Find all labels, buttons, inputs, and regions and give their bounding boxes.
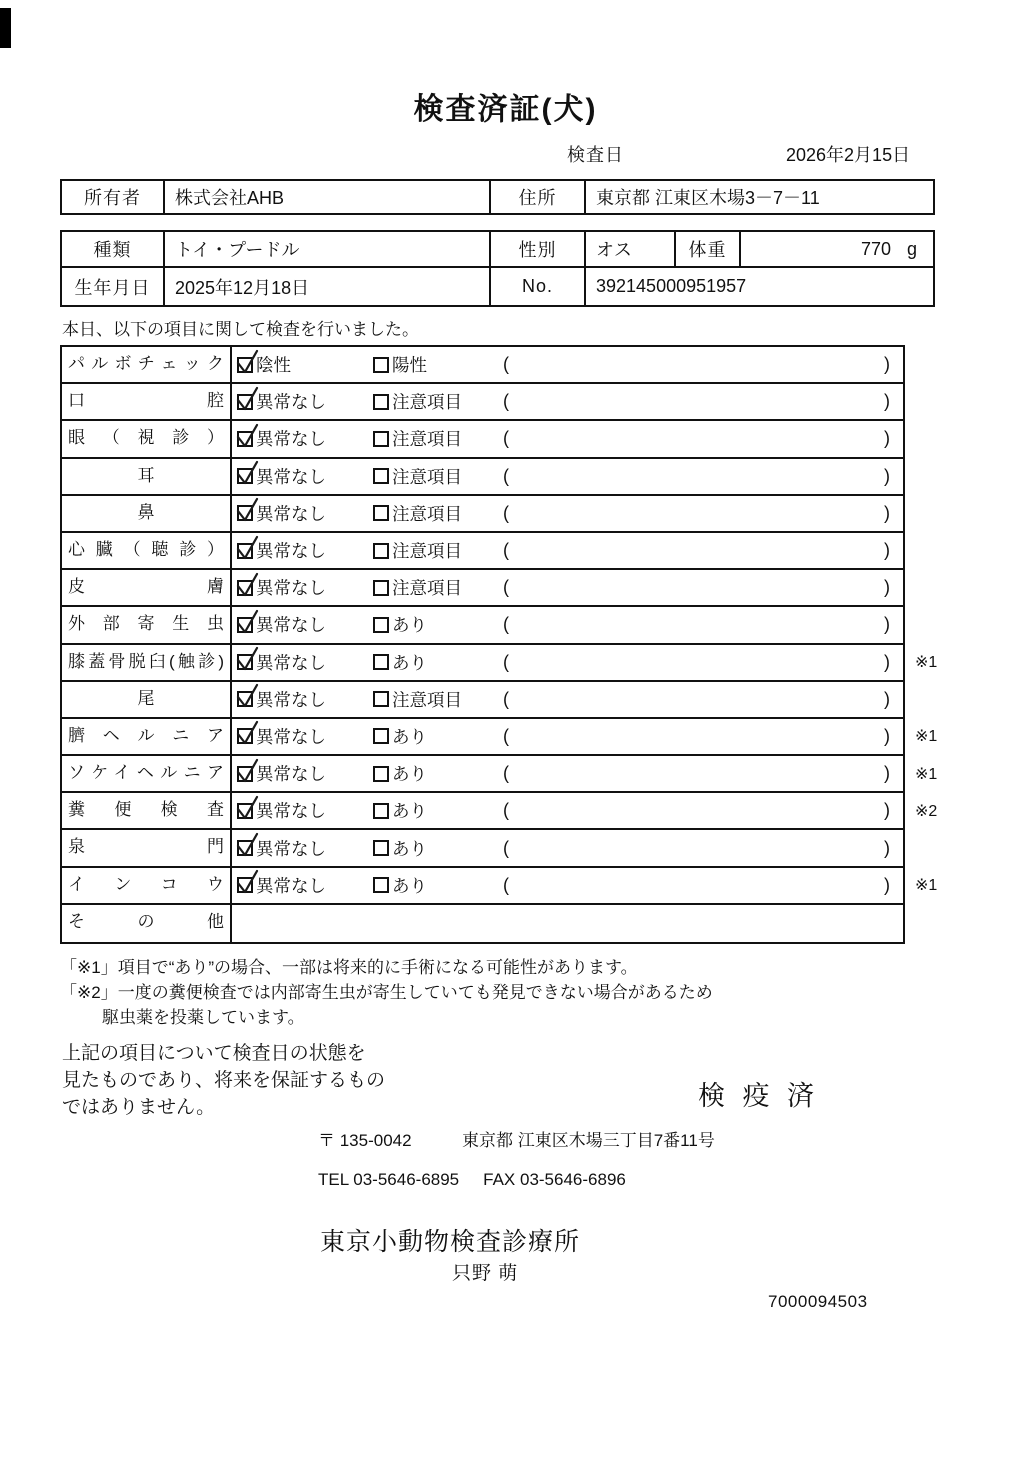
checkbox-secondary: [373, 877, 389, 893]
weight-value: [741, 232, 933, 266]
result-option-primary-label: 異常なし: [256, 801, 326, 822]
paren-open: (: [503, 428, 509, 449]
checkbox-primary: [237, 580, 253, 596]
inspection-item-label: 尾: [62, 682, 232, 717]
inspection-item-label: 膝蓋骨脱臼(触診): [62, 645, 232, 680]
result-option-secondary: [373, 650, 501, 675]
remarks-field: [501, 540, 903, 561]
result-option-secondary: [373, 687, 501, 712]
result-option-primary-label: 陰性: [256, 355, 291, 376]
handwritten-check-icon: [235, 423, 260, 450]
checkbox-secondary: [373, 840, 389, 856]
checkbox-secondary: [373, 357, 389, 373]
result-option-primary: [237, 501, 373, 526]
result-option-secondary-label: あり: [392, 726, 427, 747]
inspection-item-label: 心臓（聴診）: [62, 533, 232, 568]
paren-close: ): [884, 502, 890, 523]
result-option-primary: [237, 575, 373, 600]
remarks-field: [501, 577, 903, 598]
result-option-secondary-label: 注意項目: [392, 429, 462, 450]
remarks-field: [501, 391, 903, 412]
handwritten-check-icon: [235, 497, 260, 524]
id-number-label: No.: [491, 268, 586, 305]
birthdate-label: 生年月日: [62, 268, 165, 305]
paren-close: ): [884, 688, 890, 709]
result-option-primary: [237, 650, 373, 675]
handwritten-check-icon: [235, 832, 260, 859]
id-number-value: 392145000951957: [596, 276, 747, 296]
remarks-field: [501, 838, 903, 859]
inspection-table-row: [62, 533, 903, 570]
result-option-primary-label: 異常なし: [256, 615, 326, 636]
checkbox-secondary: [373, 691, 389, 707]
result-option-primary-label: 異常なし: [256, 726, 326, 747]
result-option-primary: [237, 352, 373, 377]
inspection-row-results: [232, 384, 903, 419]
inspection-table-row: [62, 645, 938, 682]
result-option-primary: [237, 724, 373, 749]
footnote-2: 「※2」一度の糞便検査では内部寄生虫が寄生していても発見できない場合があるため: [60, 983, 713, 1002]
result-option-primary-label: 異常なし: [256, 875, 326, 896]
handwritten-check-icon: [235, 609, 260, 636]
inspection-item-label: 泉門: [62, 830, 232, 865]
paren-close: ): [884, 651, 890, 672]
address-label: 住所: [491, 181, 586, 213]
result-option-secondary-label: あり: [392, 764, 427, 785]
paren-close: ): [884, 391, 890, 412]
inspection-table-row: [62, 682, 903, 719]
result-option-secondary-label: あり: [392, 801, 427, 822]
inspection-table-row: [62, 384, 903, 421]
handwritten-check-icon: [235, 572, 260, 599]
inspection-table-row: [62, 570, 903, 607]
result-option-primary: [237, 538, 373, 563]
disclaimer-line-3: ではありません。: [62, 1097, 216, 1118]
inspection-row-results: [232, 793, 903, 828]
remarks-field: [501, 614, 903, 635]
remarks-field: [501, 503, 903, 524]
inspection-table-row: [62, 905, 903, 942]
checkbox-secondary: [373, 580, 389, 596]
checkbox-primary: [237, 468, 253, 484]
checkbox-primary: [237, 543, 253, 559]
clinic-tel: TEL 03-5646-6895: [318, 1170, 460, 1189]
paren-close: ): [884, 428, 890, 449]
inspection-row-results: [232, 830, 903, 865]
result-option-secondary: [373, 798, 501, 823]
inspection-row-results: [232, 868, 903, 903]
inspection-item-label: 皮膚: [62, 570, 232, 605]
footnote-reference: ※1: [915, 654, 938, 672]
inspection-table-row: [62, 607, 903, 644]
result-option-secondary-label: 注意項目: [392, 541, 462, 562]
inspection-item-label: その他: [62, 905, 232, 942]
checkbox-primary: [237, 654, 253, 670]
inspection-row-results: [232, 682, 903, 717]
inspection-table-row: [62, 756, 938, 793]
paren-open: (: [503, 763, 509, 784]
pet-info-table: [60, 230, 935, 307]
checkbox-primary: [237, 766, 253, 782]
remarks-field: [501, 875, 903, 896]
checkbox-primary: [237, 505, 253, 521]
inspection-row-results: [232, 347, 903, 382]
inspection-item-label: 臍ヘルニア: [62, 719, 232, 754]
result-option-secondary: [373, 426, 501, 451]
paren-open: (: [503, 725, 509, 746]
result-option-primary: [237, 426, 373, 451]
handwritten-check-icon: [235, 683, 260, 710]
birthdate-row: [62, 266, 933, 305]
inspection-row-results: [232, 607, 903, 642]
inspection-row-results: [232, 570, 903, 605]
inspection-item-label: ソケイヘルニア: [62, 756, 232, 791]
paren-close: ): [884, 354, 890, 375]
footnote-2-continued: 駆虫薬を投薬しています。: [102, 1008, 305, 1027]
birthdate-value: 2025年12月18日: [165, 268, 491, 305]
result-option-secondary: [373, 575, 501, 600]
result-option-primary-label: 異常なし: [256, 689, 326, 710]
checkbox-primary: [237, 617, 253, 633]
paren-open: (: [503, 688, 509, 709]
footnote-1: 「※1」項目で“あり”の場合、一部は将来的に手術になる可能性があります。: [60, 958, 638, 977]
paren-open: (: [503, 502, 509, 523]
paren-open: (: [503, 651, 509, 672]
paren-open: (: [503, 391, 509, 412]
inspection-table-row: [62, 347, 903, 384]
inspection-row-results: [232, 719, 903, 754]
remarks-field: [501, 428, 903, 449]
result-option-secondary: [373, 464, 501, 489]
paren-open: (: [503, 874, 509, 895]
sex-label: 性別: [491, 232, 586, 266]
handwritten-check-icon: [235, 535, 260, 562]
paren-open: (: [503, 614, 509, 635]
result-option-secondary: [373, 724, 501, 749]
result-option-primary: [237, 761, 373, 786]
inspection-table-row: [62, 459, 903, 496]
paren-close: ): [884, 763, 890, 784]
result-option-primary-label: 異常なし: [256, 392, 326, 413]
owner-value: 株式会社AHB: [165, 181, 491, 213]
species-label: 種類: [62, 232, 165, 266]
disclaimer-line-2: 見たものであり、将来を保証するもの: [62, 1070, 386, 1091]
inspection-row-results: [232, 533, 903, 568]
paren-close: ): [884, 577, 890, 598]
inspection-row-results: [232, 421, 903, 456]
remarks-field: [501, 466, 903, 487]
footnote-reference: ※1: [915, 765, 938, 783]
inspection-item-label: インコウ: [62, 868, 232, 903]
inspection-item-label: 鼻: [62, 496, 232, 531]
result-option-primary: [237, 836, 373, 861]
checkbox-primary: [237, 431, 253, 447]
paren-open: (: [503, 540, 509, 561]
disclaimer-text: [62, 1040, 385, 1121]
result-option-primary: [237, 464, 373, 489]
inspection-item-label: 眼（視診）: [62, 421, 232, 456]
paren-close: ): [884, 725, 890, 746]
paren-close: ): [884, 837, 890, 858]
result-option-primary-label: 異常なし: [256, 764, 326, 785]
remarks-field: [501, 800, 903, 821]
result-option-primary: [237, 612, 373, 637]
inspection-item-label: 口腔: [62, 384, 232, 419]
paren-open: (: [503, 354, 509, 375]
checkbox-secondary: [373, 728, 389, 744]
document-title: 検査済証(犬): [413, 93, 598, 126]
scan-artifact: [0, 8, 11, 48]
serial-number: 7000094503: [768, 1292, 868, 1311]
checkbox-secondary: [373, 803, 389, 819]
checkbox-secondary: [373, 468, 389, 484]
checkbox-secondary: [373, 431, 389, 447]
inspection-table: [60, 345, 938, 944]
result-option-secondary: [373, 538, 501, 563]
species-value: トイ・プードル: [165, 232, 491, 266]
result-option-secondary-label: 注意項目: [392, 503, 462, 524]
result-option-secondary: [373, 389, 501, 414]
remarks-field: [501, 354, 903, 375]
result-option-primary: [237, 873, 373, 898]
footnote-reference: ※1: [915, 728, 938, 746]
inspection-table-row: [62, 719, 938, 756]
clinic-contact: [318, 1170, 626, 1190]
address-value: 東京都 江東区木場3－7－11: [596, 188, 820, 208]
weight-label: 体重: [676, 232, 741, 266]
result-option-secondary: [373, 612, 501, 637]
inspection-item-label: 糞便検査: [62, 793, 232, 828]
footnotes: [60, 955, 713, 1030]
species-row: [62, 232, 933, 266]
remarks-field: [501, 652, 903, 673]
inspection-table-row: [62, 868, 938, 905]
inspection-row-results: [232, 645, 903, 680]
checkbox-secondary: [373, 394, 389, 410]
checkbox-primary: [237, 803, 253, 819]
result-option-primary-label: 異常なし: [256, 541, 326, 562]
checkbox-primary: [237, 840, 253, 856]
paren-open: (: [503, 465, 509, 486]
result-option-primary-label: 異常なし: [256, 578, 326, 599]
handwritten-check-icon: [235, 386, 260, 413]
result-option-secondary-label: あり: [392, 875, 427, 896]
result-option-secondary-label: 陽性: [392, 355, 427, 376]
result-option-secondary-label: あり: [392, 615, 427, 636]
checkbox-secondary: [373, 617, 389, 633]
weight-number: 770: [860, 238, 891, 259]
disclaimer-line-1: 上記の項目について検査日の状態を: [62, 1043, 366, 1064]
paren-close: ): [884, 614, 890, 635]
result-option-primary-label: 異常なし: [256, 503, 326, 524]
result-option-secondary-label: あり: [392, 652, 427, 673]
inspection-table-row: [62, 421, 903, 458]
inspection-table-row: [62, 496, 903, 533]
result-option-secondary-label: 注意項目: [392, 578, 462, 599]
remarks-field: [501, 763, 903, 784]
veterinarian-name: 只野 萌: [452, 1263, 519, 1284]
paren-close: ): [884, 540, 890, 561]
inspection-row-results: [232, 905, 903, 942]
inspection-date-value: 2026年2月15日: [786, 145, 911, 165]
weight-unit: g: [906, 238, 917, 259]
remarks-field: [501, 689, 903, 710]
paren-open: (: [503, 800, 509, 821]
handwritten-check-icon: [235, 460, 260, 487]
clinic-address: 東京都 江東区木場三丁目7番11号: [462, 1131, 715, 1150]
checkbox-primary: [237, 728, 253, 744]
inspection-item-label: パルボチェック: [62, 347, 232, 382]
inspection-row-results: [232, 756, 903, 791]
owner-label: 所有者: [62, 181, 165, 213]
checkbox-primary: [237, 691, 253, 707]
result-option-primary: [237, 798, 373, 823]
checkbox-secondary: [373, 766, 389, 782]
checkbox-primary: [237, 394, 253, 410]
result-option-primary-label: 異常なし: [256, 429, 326, 450]
paren-open: (: [503, 837, 509, 858]
result-option-secondary-label: あり: [392, 838, 427, 859]
paren-open: (: [503, 577, 509, 598]
inspection-table-row: [62, 830, 903, 867]
footnote-reference: ※1: [915, 877, 938, 895]
handwritten-check-icon: [235, 720, 260, 747]
result-option-primary-label: 異常なし: [256, 652, 326, 673]
checkbox-secondary: [373, 543, 389, 559]
handwritten-check-icon: [235, 646, 260, 673]
clinic-name: 東京小動物検査診療所: [320, 1228, 581, 1256]
result-option-secondary: [373, 873, 501, 898]
paren-close: ): [884, 874, 890, 895]
handwritten-check-icon: [235, 795, 260, 822]
result-option-secondary-label: 注意項目: [392, 466, 462, 487]
handwritten-check-icon: [235, 869, 260, 896]
paren-close: ): [884, 800, 890, 821]
result-option-primary: [237, 687, 373, 712]
statement-text: 本日、以下の項目に関して検査を行いました。: [62, 320, 419, 339]
handwritten-check-icon: [235, 758, 260, 785]
result-option-secondary-label: 注意項目: [392, 689, 462, 710]
checkbox-secondary: [373, 505, 389, 521]
result-option-secondary: [373, 761, 501, 786]
owner-info-table: [60, 179, 935, 215]
inspection-item-label: 耳: [62, 459, 232, 494]
result-option-primary: [237, 389, 373, 414]
sex-value: オス: [586, 232, 676, 266]
result-option-secondary: [373, 836, 501, 861]
result-option-primary-label: 異常なし: [256, 466, 326, 487]
result-option-secondary-label: 注意項目: [392, 392, 462, 413]
checkbox-primary: [237, 357, 253, 373]
clinic-fax: FAX 03-5646-6896: [483, 1170, 626, 1189]
inspection-row-results: [232, 496, 903, 531]
remarks-field: [501, 726, 903, 747]
result-option-secondary: [373, 352, 501, 377]
checkbox-primary: [237, 877, 253, 893]
footnote-reference: ※2: [915, 802, 938, 820]
quarantine-passed-stamp: 検 疫 済: [698, 1081, 820, 1111]
paren-close: ): [884, 465, 890, 486]
checkbox-secondary: [373, 654, 389, 670]
owner-row: [62, 181, 933, 213]
result-option-secondary: [373, 501, 501, 526]
handwritten-check-icon: [235, 349, 260, 376]
result-option-primary-label: 異常なし: [256, 838, 326, 859]
inspection-date-label: 検査日: [567, 145, 624, 165]
inspection-row-results: [232, 459, 903, 494]
inspection-item-label: 外部寄生虫: [62, 607, 232, 642]
clinic-postal-code: 〒 135-0042: [318, 1131, 412, 1150]
inspection-table-row: [62, 793, 938, 830]
